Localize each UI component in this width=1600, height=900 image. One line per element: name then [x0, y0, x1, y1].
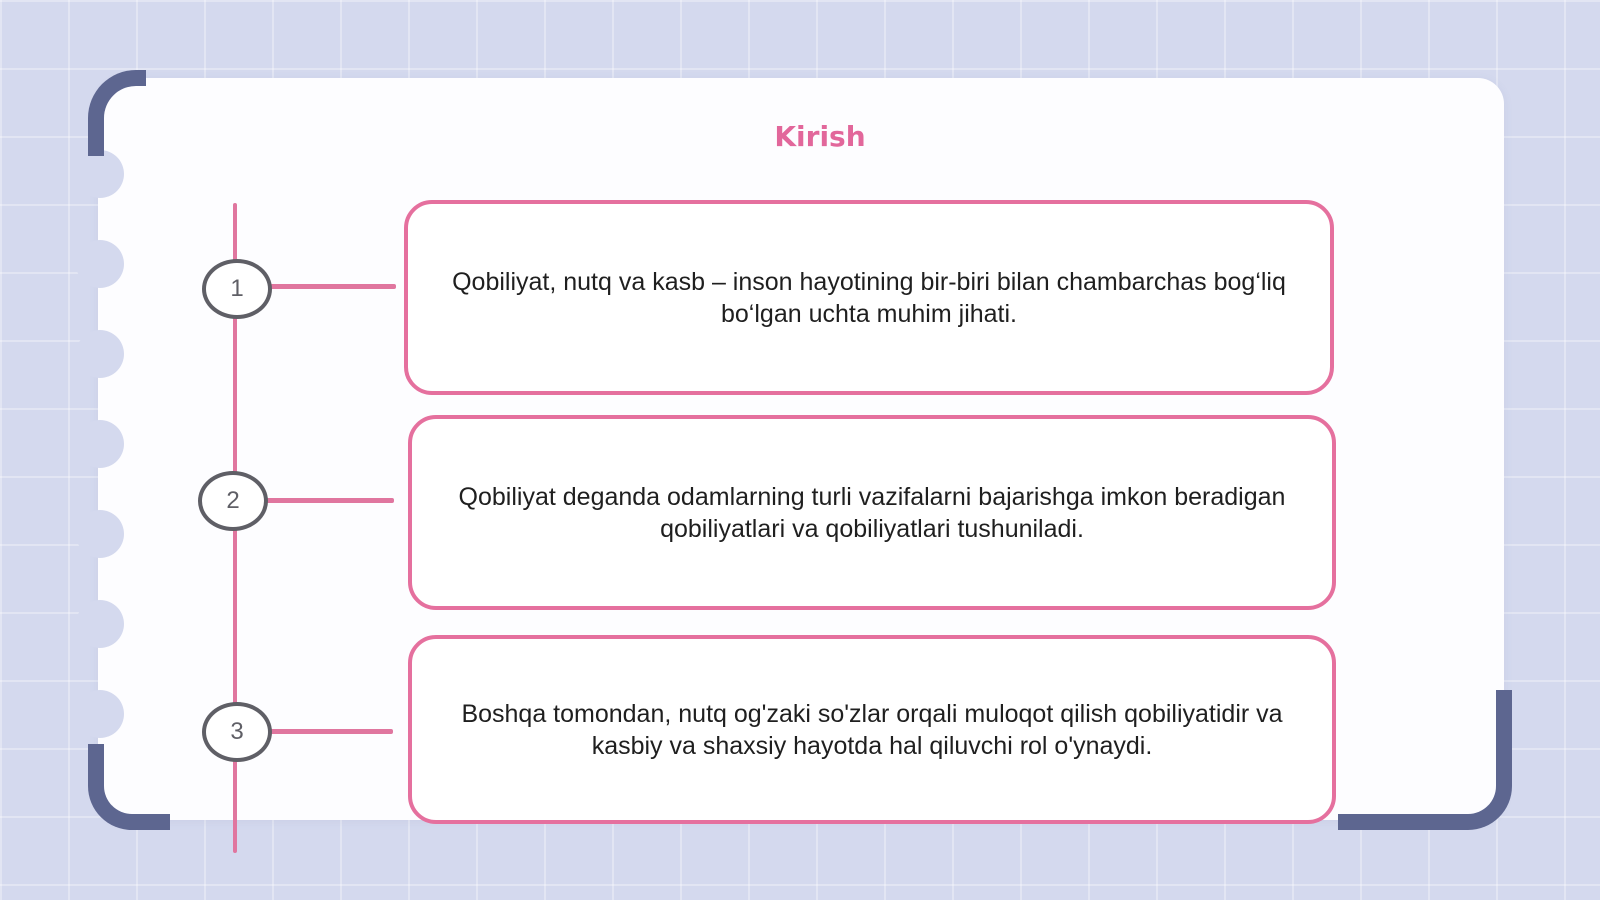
frame-corner-bottom-left [88, 744, 170, 830]
item-box-2 [408, 415, 1336, 610]
item-text: Qobiliyat, nutq va kasb – inson hayotining bir-biri bilan chambarchas bog‘liq bo‘lgan uchta muhim jihati. [452, 267, 1286, 328]
item-text: Qobiliyat deganda odamlarning turli vazifalarni bajarishga imkon beradigan qobiliyatlari va qobiliyatlari tushuniladi. [458, 482, 1286, 543]
step-number-label: 2 [226, 487, 240, 514]
card-notch [76, 330, 124, 378]
slide-title: Kirish [774, 120, 866, 153]
card-notch [76, 690, 124, 738]
card-notch [76, 240, 124, 288]
step-number-label: 3 [230, 718, 244, 745]
card-notch [76, 150, 124, 198]
timeline-connector [264, 498, 394, 503]
timeline-connector [268, 729, 393, 734]
card-notch [76, 600, 124, 648]
frame-corner-bottom-right [1338, 690, 1512, 830]
timeline-connector [268, 284, 396, 289]
step-number-1 [202, 259, 272, 319]
step-number-2 [198, 471, 268, 531]
card-notch [76, 510, 124, 558]
step-number-3 [202, 702, 272, 762]
step-number-label: 1 [230, 275, 244, 302]
item-box-3 [408, 635, 1336, 824]
card-notch [76, 420, 124, 468]
item-text: Boshqa tomondan, nutq og'zaki so'zlar orqali muloqot qilish qobiliyatidir va kasbiy va shaxsiy hayotda hal qiluvchi rol o'ynaydi. [461, 699, 1283, 760]
item-box-1 [404, 200, 1334, 395]
